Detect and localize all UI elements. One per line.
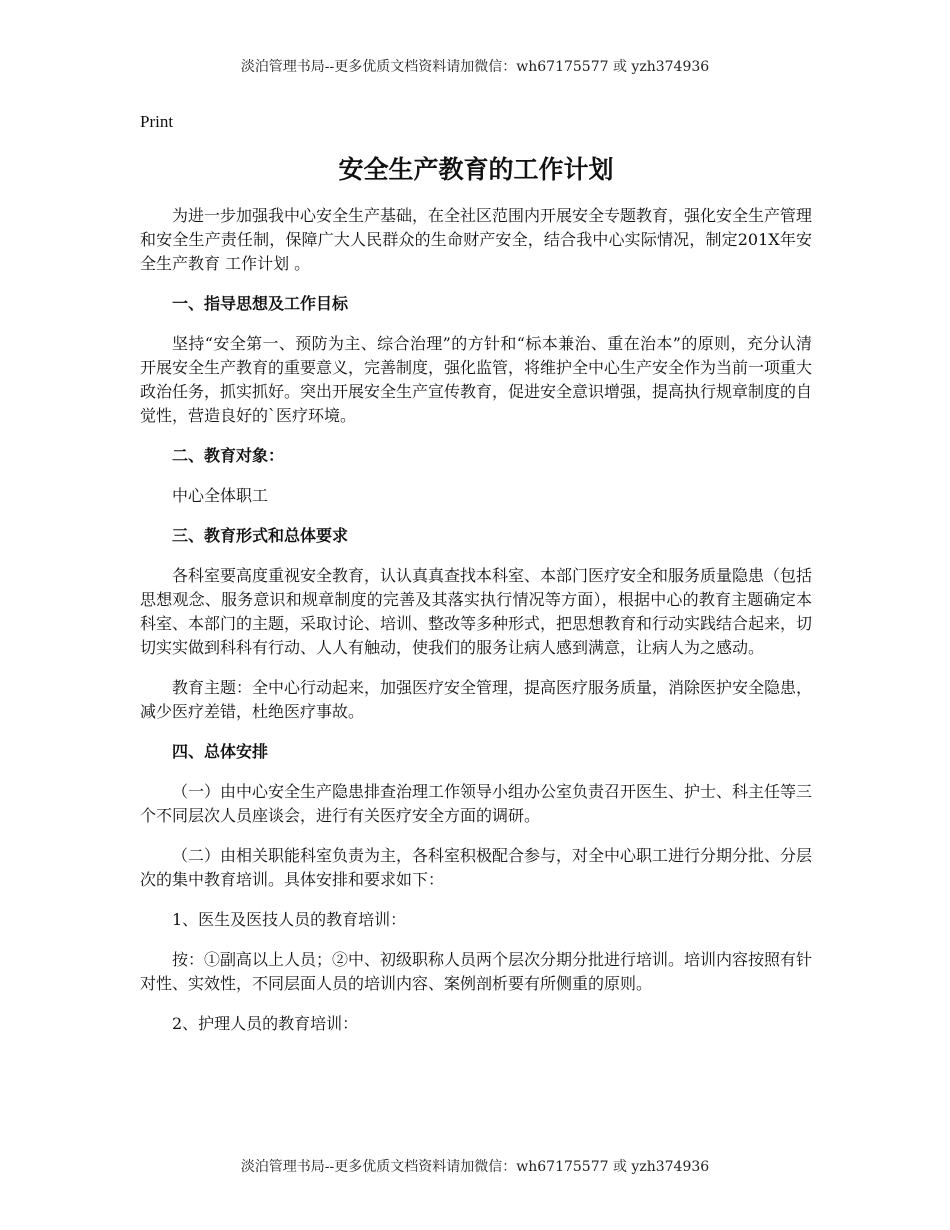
print-label: Print xyxy=(140,112,174,131)
page-footer: 淡泊管理书局--更多优质文档资料请加微信：wh67175577 或 yzh374936 xyxy=(240,1159,710,1175)
section-heading-overall-arrangement: 四、总体安排 xyxy=(172,742,269,761)
arrangement-item-1: （一）由中心安全生产隐患排查治理工作领导小组办公室负责召开医生、护士、科主任等三个不同层次人员座谈会，进行有关医疗安全方面的调研。 xyxy=(140,782,813,825)
arrangement-sub-1-title: 1、医生及医技人员的教育培训： xyxy=(172,910,407,929)
section-heading-guiding-thought: 一、指导思想及工作目标 xyxy=(172,294,349,313)
page-header: 淡泊管理书局--更多优质文档资料请加微信：wh67175577 或 yzh374936 xyxy=(240,59,710,75)
arrangement-sub-2-title: 2、护理人员的教育培训： xyxy=(172,1014,359,1033)
section-paragraph-education-theme: 教育主题：全中心行动起来，加强医疗安全管理，提高医疗服务质量，消除医护安全隐患，减少医疗差错，杜绝医疗事故。 xyxy=(140,678,813,721)
section-paragraph-education-target: 中心全体职工 xyxy=(172,486,269,505)
intro-paragraph: 为进一步加强我中心安全生产基础，在全社区范围内开展安全专题教育，强化安全生产管理和安全生产责任制，保障广大人民群众的生命财产安全，结合我中心实际情况，制定201X年安全生产教育 工作计划 。 xyxy=(140,206,813,273)
section-heading-education-target: 二、教育对象： xyxy=(172,446,285,465)
section-paragraph-education-form: 各科室要高度重视安全教育，认认真真查找本科室、本部门医疗安全和服务质量隐患（包括思想观念、服务意识和规章制度的完善及其落实执行情况等方面），根据中心的教育主题确定本科室、本部门的主题，采取讨论、培训、整改等多种形式，把思想教育和行动实践结合起来，切切实实做到科科有行动、人人有触动，使我们的服务让病人感到满意，让病人为之感动。 xyxy=(140,566,813,657)
section-paragraph-guiding-thought: 坚持“安全第一、预防为主、综合治理”的方针和“标本兼治、重在治本”的原则，充分认清开展安全生产教育的重要意义，完善制度，强化监管，将维护全中心生产安全作为当前一项重大政治任务，抓实抓好。突出开展安全生产宣传教育，促进安全意识增强，提高执行规章制度的自觉性，营造良好的`医疗环境。 xyxy=(140,334,813,425)
section-heading-education-form: 三、教育形式和总体要求 xyxy=(172,526,349,545)
arrangement-sub-1-body: 按：①副高以上人员；②中、初级职称人员两个层次分期分批进行培训。培训内容按照有针对性、实效性，不同层面人员的培训内容、案例剖析要有所侧重的原则。 xyxy=(140,950,813,993)
arrangement-item-2: （二）由相关职能科室负责为主，各科室积极配合参与，对全中心职工进行分期分批、分层次的集中教育培训。具体安排和要求如下： xyxy=(140,846,813,889)
document-body xyxy=(140,112,812,1052)
document-title: 安全生产教育的工作计划 xyxy=(338,155,614,184)
